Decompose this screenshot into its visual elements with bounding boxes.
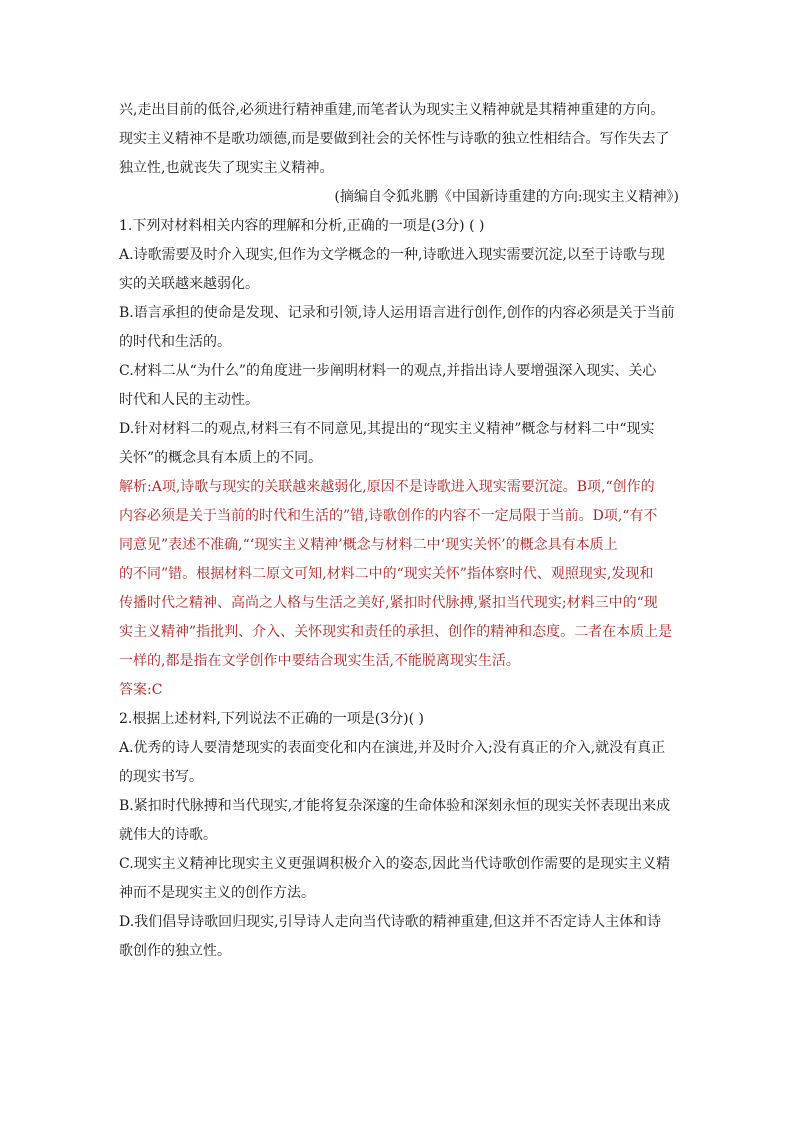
answer-analysis-line: 解析:A项,诗歌与现实的关联越来越弱化,原因不是诗歌进入现实需要沉淀。B项,“创作的: [119, 479, 655, 495]
text-line: A.优秀的诗人要清楚现实的表面变化和内在演进,并及时介入;没有真正的介入,就没有真正: [119, 740, 666, 756]
text-line: 2.根据上述材料,下列说法不正确的一项是(3分)( ): [119, 711, 425, 727]
document-page: [119, 96, 679, 966]
text-line: 时代和人民的主动性。: [119, 392, 259, 408]
answer-analysis-line: 传播时代之精神、高尚之人格与生活之美好,紧扣时代脉搏,紧扣当代现实;材料三中的“现: [119, 595, 658, 611]
text-line: 歌创作的独立性。: [119, 943, 231, 959]
text-line: B.语言承担的使命是发现、记录和引领,诗人运用语言进行创作,创作的内容必须是关于当前: [119, 305, 675, 321]
text-line: 的时代和生活的。: [119, 334, 231, 350]
text-line: 神而不是现实主义的创作方法。: [119, 885, 315, 901]
text-line: A.诗歌需要及时介入现实,但作为文学概念的一种,诗歌进入现实需要沉淀,以至于诗歌与现: [119, 247, 665, 263]
answer-analysis-line: 同意见”表述不准确,“‘现实主义精神’概念与材料二中‘现实关怀’的概念具有本质上: [119, 537, 618, 553]
text-line: 就伟大的诗歌。: [119, 827, 217, 843]
source-citation: (摘编自令狐兆鹏《中国新诗重建的方向:现实主义精神》): [334, 189, 679, 205]
text-line: 关怀”的概念具有本质上的不同。: [119, 450, 323, 466]
text-line: 的现实书写。: [119, 769, 203, 785]
text-line: 1.下列对材料相关内容的理解和分析,正确的一项是(3分) ( ): [119, 218, 485, 234]
text-line: B.紧扣时代脉搏和当代现实,才能将复杂深邃的生命体验和深刻永恒的现实关怀表现出来成: [119, 798, 671, 814]
text-line: 现实主义精神不是歌功颂德,而是要做到社会的关怀性与诗歌的独立性相结合。写作失去了: [119, 131, 670, 147]
text-line: D.我们倡导诗歌回归现实,引导诗人走向当代诗歌的精神重建,但这并不否定诗人主体和诗: [119, 914, 662, 930]
text-line: 兴,走出目前的低谷,必须进行精神重建,而笔者认为现实主义精神就是其精神重建的方向。: [119, 102, 665, 118]
answer-analysis-line: 内容必须是关于当前的时代和生活的”错,诗歌创作的内容不一定局限于当前。D项,“有不: [119, 508, 658, 524]
text-line: 独立性,也就丧失了现实主义精神。: [119, 160, 334, 176]
answer-analysis-line: 的不同”错。根据材料二原文可知,材料二中的“现实关怀”指体察时代、观照现实,发现和: [119, 566, 654, 582]
text-line: C.现实主义精神比现实主义更强调积极介入的姿态,因此当代诗歌创作需要的是现实主义精: [119, 856, 671, 872]
text-line: C.材料二从“为什么”的角度进一步阐明材料一的观点,并指出诗人要增强深入现实、关心: [119, 363, 657, 379]
text-line: 实的关联越来越弱化。: [119, 276, 259, 292]
answer-analysis-line: 实主义精神”指批判、介入、关怀现实和责任的承担、创作的精神和态度。二者在本质上是: [119, 624, 673, 640]
answer-analysis-line: 答案:C: [119, 682, 163, 698]
answer-analysis-line: 一样的,都是指在文学创作中要结合现实生活,不能脱离现实生活。: [119, 653, 520, 669]
text-line: D.针对材料二的观点,材料三有不同意见,其提出的“现实主义精神”概念与材料二中“现实: [119, 421, 655, 437]
